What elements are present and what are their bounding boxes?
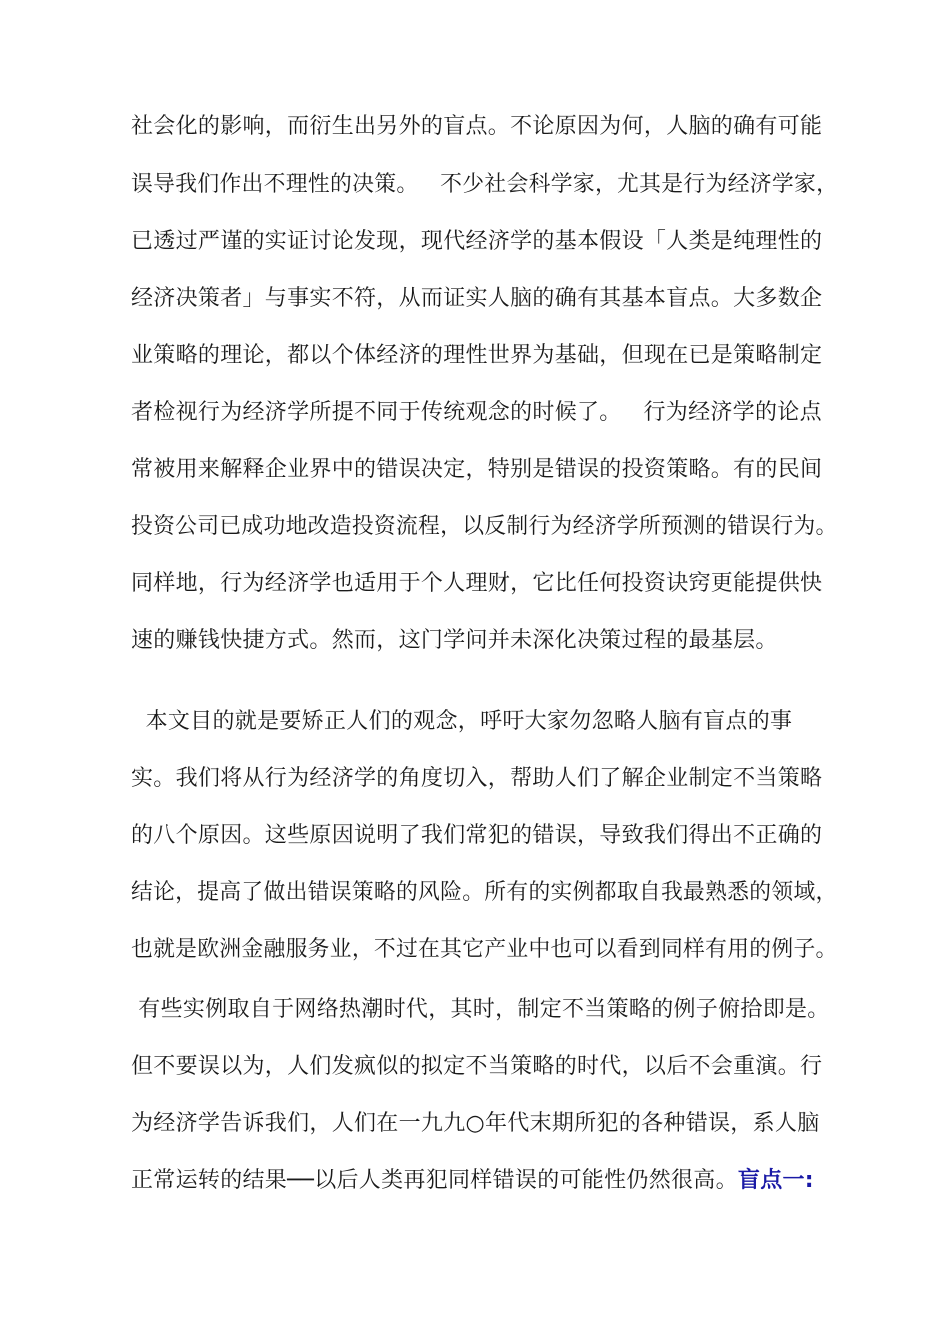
text-line: 经济决策者」与事实不符，从而证实人脑的确有其基本盲点。大多数企 <box>131 286 823 311</box>
text-line: 业策略的理论，都以个体经济的理性世界为基础，但现在已是策略制定 <box>131 343 823 368</box>
text-line: 也就是欧洲金融服务业，不过在其它产业中也可以看到同样有用的例子。 <box>131 937 838 962</box>
text-line-with-heading <box>131 1166 814 1196</box>
section-heading-blindspot-1: 盲点一: <box>737 1168 814 1193</box>
text-line: 结论，提高了做出错误策略的风险。所有的实例都取自我最熟悉的领域， <box>131 880 838 905</box>
text-line: 者检视行为经济学所提不同于传统观念的时候了。 行为经济学的论点 <box>131 400 822 425</box>
text-line: 已透过严谨的实证讨论发现，现代经济学的基本假设「人类是纯理性的 <box>131 229 823 254</box>
text-line: 速的赚钱快捷方式。然而，这门学问并未深化决策过程的最基层。 <box>131 628 778 653</box>
text-line: 有些实例取自于网络热潮时代，其时，制定不当策略的例子俯拾即是。 <box>131 997 830 1022</box>
text-line: 误导我们作出不理性的决策。 不少社会科学家，尤其是行为经济学家， <box>131 172 839 197</box>
text-segment: 正常运转的结果──以后人类再犯同样错误的可能性仍然很高。 <box>131 1168 738 1193</box>
text-line: 同样地，行为经济学也适用于个人理财，它比任何投资诀窍更能提供快 <box>131 571 823 596</box>
text-line: 社会化的影响，而衍生出另外的盲点。不论原因为何，人脑的确有可能 <box>131 114 823 139</box>
text-line: 本文目的就是要矫正人们的观念，呼吁大家勿忽略人脑有盲点的事 <box>131 709 793 734</box>
text-line: 常被用来解释企业界中的错误决定，特别是错误的投资策略。有的民间 <box>131 457 823 482</box>
text-line: 投资公司已成功地改造投资流程，以反制行为经济学所预测的错误行为。 <box>131 514 838 539</box>
text-line: 但不要误以为，人们发疯似的拟定不当策略的时代，以后不会重演。行 <box>131 1054 823 1079</box>
text-line: 实。我们将从行为经济学的角度切入，帮助人们了解企业制定不当策略 <box>131 766 823 791</box>
text-line: 为经济学告诉我们，人们在一九九○年代末期所犯的各种错误，系人脑 <box>131 1111 820 1136</box>
text-line: 的八个原因。这些原因说明了我们常犯的错误，导致我们得出不正确的 <box>131 823 823 848</box>
